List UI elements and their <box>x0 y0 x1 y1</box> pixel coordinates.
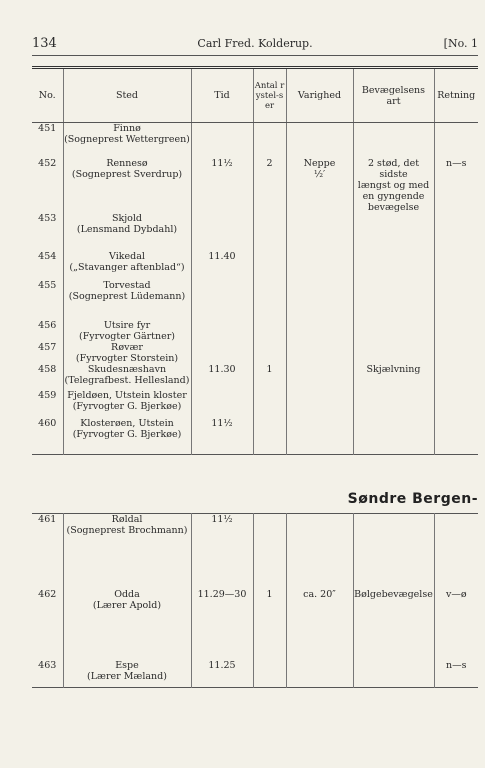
column-header-retning: Retning <box>434 68 478 123</box>
table-row <box>32 280 478 320</box>
section-number: [No. 1 <box>443 37 478 50</box>
cell-no: 458 <box>38 363 57 375</box>
cell-no: 460 <box>38 417 57 429</box>
cell-antal <box>253 660 286 688</box>
cell-no: 457 <box>38 341 57 353</box>
cell-art: Bølgebevægelse <box>353 589 434 660</box>
cell-varighed <box>286 213 353 251</box>
page-number: 134 <box>32 36 57 51</box>
cell-retning <box>434 251 478 280</box>
cell-art <box>353 213 434 251</box>
column-header-no: No. <box>32 68 63 123</box>
cell-tid: 11½ <box>191 158 253 213</box>
cell-art: 2 stød, det sidste længst og med en gyngende bevægelse <box>353 158 434 213</box>
cell-antal <box>253 320 286 342</box>
cell-tid <box>191 123 253 158</box>
cell-no: 451 <box>38 123 57 134</box>
cell-sted: Klosterøen, Utstein (Fyrvogter G. Bjerkøe) <box>63 418 191 455</box>
cell-varighed <box>286 280 353 320</box>
cell-sted: Skjold (Lensmand Dybdahl) <box>63 213 191 251</box>
cell-no: 462 <box>38 588 57 600</box>
cell-art <box>353 660 434 688</box>
cell-retning <box>434 364 478 390</box>
cell-tid: 11.30 <box>191 364 253 390</box>
cell-tid: 11.29—30 <box>191 589 253 660</box>
cell-no: 454 <box>38 250 57 262</box>
cell-antal <box>253 280 286 320</box>
cell-varighed <box>286 123 353 158</box>
cell-tid <box>191 213 253 251</box>
cell-tid <box>191 280 253 320</box>
table-row <box>32 158 478 213</box>
table-row <box>32 514 478 589</box>
cell-art <box>353 320 434 342</box>
table-row <box>32 418 478 455</box>
cell-antal <box>253 514 286 589</box>
cell-varighed <box>286 418 353 455</box>
running-title: Carl Fred. Kolderup. <box>197 37 313 50</box>
cell-varighed <box>286 660 353 688</box>
cell-no: 463 <box>38 659 57 671</box>
cell-varighed: Neppe ½′ <box>286 158 353 213</box>
cell-retning <box>434 123 478 158</box>
cell-varighed <box>286 364 353 390</box>
cell-sted: Finnø (Sogneprest Wettergreen) <box>63 123 191 158</box>
cell-antal <box>253 390 286 418</box>
column-header-antal <box>253 68 286 123</box>
cell-art <box>353 342 434 364</box>
cell-retning: n—s <box>434 660 478 688</box>
cell-sted: Skudesnæshavn (Telegrafbest. Hellesland) <box>63 364 191 390</box>
cell-retning: v—ø <box>434 589 478 660</box>
cell-retning <box>434 342 478 364</box>
cell-sted: Utsire fyr (Fyrvogter Gärtner) <box>63 320 191 342</box>
table-row <box>32 213 478 251</box>
cell-antal: 1 <box>253 589 286 660</box>
cell-art: Skjælvning <box>353 364 434 390</box>
cell-varighed <box>286 390 353 418</box>
column-header-sted: Sted <box>63 68 191 123</box>
cell-antal: 2 <box>253 158 286 213</box>
table-header-row <box>32 68 478 123</box>
cell-art <box>353 390 434 418</box>
cell-varighed: ca. 20″ <box>286 589 353 660</box>
cell-no: 455 <box>38 279 57 291</box>
column-header-art: Bevægelsens art <box>353 68 434 123</box>
cell-art <box>353 280 434 320</box>
cell-no: 456 <box>38 319 57 331</box>
cell-no: 452 <box>38 157 57 169</box>
column-header-varighed: Varighed <box>286 68 353 123</box>
cell-varighed <box>286 342 353 364</box>
cell-tid: 11½ <box>191 418 253 455</box>
section-heading: Søndre Bergen- <box>347 491 478 507</box>
table-row <box>32 589 478 660</box>
cell-antal <box>253 342 286 364</box>
cell-varighed <box>286 251 353 280</box>
cell-sted: Røldal (Sogneprest Brochmann) <box>63 514 191 589</box>
column-header-tid: Tid <box>191 68 253 123</box>
table-row <box>32 390 478 418</box>
cell-sted: Torvestad (Sogneprest Lüdemann) <box>63 280 191 320</box>
cell-tid: 11.40 <box>191 251 253 280</box>
cell-retning <box>434 280 478 320</box>
cell-sted: Espe (Lærer Mæland) <box>63 660 191 688</box>
earthquake-table-1 <box>32 66 478 455</box>
cell-art <box>353 514 434 589</box>
cell-retning <box>434 320 478 342</box>
header-rule <box>32 55 478 56</box>
cell-retning <box>434 514 478 589</box>
cell-sted: Vikedal („Stavanger aftenblad“) <box>63 251 191 280</box>
cell-retning <box>434 390 478 418</box>
table-row <box>32 364 478 390</box>
cell-art <box>353 251 434 280</box>
cell-art <box>353 123 434 158</box>
table-row <box>32 320 478 342</box>
page-header <box>32 36 478 50</box>
table-row <box>32 251 478 280</box>
earthquake-table-2 <box>32 513 478 688</box>
cell-sted: Røvær (Fyrvogter Storstein) <box>63 342 191 364</box>
cell-retning <box>434 213 478 251</box>
cell-varighed <box>286 514 353 589</box>
table-row <box>32 123 478 158</box>
cell-sted: Rennesø (Sogneprest Sverdrup) <box>63 158 191 213</box>
cell-tid <box>191 390 253 418</box>
table-row <box>32 660 478 688</box>
cell-no: 461 <box>38 514 57 525</box>
cell-art <box>353 418 434 455</box>
cell-antal <box>253 418 286 455</box>
cell-tid: 11.25 <box>191 660 253 688</box>
cell-tid: 11½ <box>191 514 253 589</box>
cell-antal: 1 <box>253 364 286 390</box>
cell-tid <box>191 342 253 364</box>
cell-retning: n—s <box>434 158 478 213</box>
column-header-antal-label: Antal rystel-ser <box>254 80 285 111</box>
cell-antal <box>253 251 286 280</box>
cell-antal <box>253 123 286 158</box>
cell-retning <box>434 418 478 455</box>
cell-sted: Fjeldøen, Utstein kloster (Fyrvogter G. Bjerkøe) <box>63 390 191 418</box>
cell-sted: Odda (Lærer Apold) <box>63 589 191 660</box>
cell-varighed <box>286 320 353 342</box>
cell-tid <box>191 320 253 342</box>
cell-antal <box>253 213 286 251</box>
cell-no: 453 <box>38 212 57 224</box>
table-row <box>32 342 478 364</box>
cell-no: 459 <box>38 389 57 401</box>
